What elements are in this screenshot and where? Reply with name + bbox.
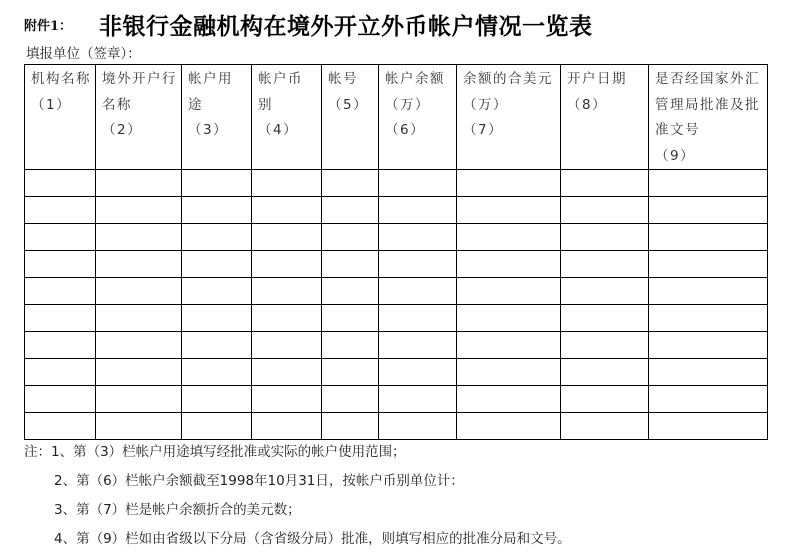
table-cell[interactable]	[252, 251, 322, 278]
table-cell[interactable]	[322, 278, 379, 305]
table-cell[interactable]	[96, 224, 182, 251]
table-cell[interactable]	[457, 305, 561, 332]
table-cell[interactable]	[252, 386, 322, 413]
table-row	[25, 413, 768, 440]
column-label: 帐号	[328, 71, 358, 87]
table-cell[interactable]	[25, 197, 96, 224]
table-row	[25, 332, 768, 359]
table-cell[interactable]	[649, 251, 768, 278]
column-label: 开户日期	[567, 71, 627, 87]
table-cell[interactable]	[561, 251, 649, 278]
table-cell[interactable]	[649, 278, 768, 305]
table-cell[interactable]	[25, 278, 96, 305]
table-cell[interactable]	[561, 197, 649, 224]
table-cell[interactable]	[182, 359, 252, 386]
column-header-open-date	[561, 65, 649, 170]
note-text: 4、第（9）栏如由省级以下分局（含省级分局）批准，则填写相应的批准分局和文号。	[54, 531, 571, 547]
table-cell[interactable]	[182, 305, 252, 332]
table-cell[interactable]	[649, 170, 768, 197]
table-cell[interactable]	[649, 305, 768, 332]
table-cell[interactable]	[322, 170, 379, 197]
column-header-currency	[252, 65, 322, 170]
table-cell[interactable]	[182, 251, 252, 278]
notes-section	[24, 439, 571, 555]
document-title: 非银行金融机构在境外开立外币帐户情况一览表	[99, 13, 593, 40]
table-cell[interactable]	[25, 305, 96, 332]
table-row	[25, 386, 768, 413]
column-header-account-number	[322, 65, 379, 170]
table-cell[interactable]	[182, 332, 252, 359]
table-cell[interactable]	[182, 413, 252, 440]
table-cell[interactable]	[457, 359, 561, 386]
table-cell[interactable]	[182, 170, 252, 197]
table-cell[interactable]	[379, 278, 457, 305]
table-cell[interactable]	[649, 413, 768, 440]
note-item	[24, 439, 571, 468]
table-cell[interactable]	[649, 224, 768, 251]
title-row	[24, 8, 593, 40]
column-label: 是否经国家外汇管理局批准及批准文号	[655, 71, 760, 138]
table-cell[interactable]	[25, 413, 96, 440]
table-cell[interactable]	[252, 278, 322, 305]
table-cell[interactable]	[457, 251, 561, 278]
table-row	[25, 197, 768, 224]
table-cell[interactable]	[379, 224, 457, 251]
table-cell[interactable]	[649, 386, 768, 413]
table-cell[interactable]	[379, 332, 457, 359]
table-cell[interactable]	[561, 386, 649, 413]
table-cell[interactable]	[322, 332, 379, 359]
column-number: （4）	[258, 122, 299, 138]
table-cell[interactable]	[25, 386, 96, 413]
column-label: 帐户余额（万）	[385, 71, 445, 113]
table-cell[interactable]	[379, 197, 457, 224]
table-cell[interactable]	[182, 197, 252, 224]
column-header-balance	[379, 65, 457, 170]
table-cell[interactable]	[457, 413, 561, 440]
column-number: （9）	[655, 147, 696, 164]
table-cell[interactable]	[182, 224, 252, 251]
table-cell[interactable]	[322, 197, 379, 224]
table-cell[interactable]	[561, 359, 649, 386]
table-cell[interactable]	[457, 224, 561, 251]
table-cell[interactable]	[561, 224, 649, 251]
table-cell[interactable]	[457, 332, 561, 359]
table-row	[25, 278, 768, 305]
column-number: （2）	[102, 122, 143, 138]
column-number: （7）	[463, 122, 504, 138]
table-cell[interactable]	[96, 305, 182, 332]
table-cell[interactable]	[96, 386, 182, 413]
table-row	[25, 359, 768, 386]
table-cell[interactable]	[182, 278, 252, 305]
table-cell[interactable]	[561, 305, 649, 332]
table-cell[interactable]	[252, 170, 322, 197]
column-label: 帐户币别	[258, 71, 303, 113]
column-label: 余额的合美元（万）	[463, 71, 553, 113]
table-cell[interactable]	[96, 278, 182, 305]
table-cell[interactable]	[561, 413, 649, 440]
column-label: 帐户用途	[188, 71, 233, 113]
table-cell[interactable]	[322, 359, 379, 386]
note-text: 3、第（7）栏是帐户余额折合的美元数；	[54, 502, 301, 518]
table-cell[interactable]	[252, 197, 322, 224]
note-item	[24, 497, 571, 526]
column-header-overseas-bank	[96, 65, 182, 170]
column-number: （6）	[385, 122, 426, 138]
note-item	[24, 526, 571, 555]
table-cell[interactable]	[25, 224, 96, 251]
table-row	[25, 305, 768, 332]
table-row	[25, 170, 768, 197]
note-text: 2、第（6）栏帐户余额截至1998年10月31日，按帐户币别单位计：	[54, 473, 464, 489]
table-cell[interactable]	[457, 197, 561, 224]
table-cell[interactable]	[379, 386, 457, 413]
column-number: （8）	[567, 96, 608, 113]
table-cell[interactable]	[561, 170, 649, 197]
table-cell[interactable]	[561, 278, 649, 305]
column-label: 机构名称	[31, 71, 91, 87]
table-cell[interactable]	[96, 251, 182, 278]
column-number: （3）	[188, 122, 229, 138]
table-cell[interactable]	[322, 224, 379, 251]
table-cell[interactable]	[379, 251, 457, 278]
table-cell[interactable]	[252, 413, 322, 440]
table-cell[interactable]	[457, 386, 561, 413]
notes-prefix: 注：	[24, 444, 51, 460]
table-cell[interactable]	[25, 332, 96, 359]
table-cell[interactable]	[96, 413, 182, 440]
table-cell[interactable]	[96, 197, 182, 224]
table-cell[interactable]	[649, 197, 768, 224]
table-cell[interactable]	[96, 359, 182, 386]
column-label: 境外开户行名称	[102, 71, 177, 113]
table-cell[interactable]	[322, 305, 379, 332]
table-cell[interactable]	[252, 359, 322, 386]
column-number: （5）	[328, 96, 369, 113]
column-header-institution	[25, 65, 96, 170]
table-row	[25, 224, 768, 251]
table-cell[interactable]	[457, 170, 561, 197]
table-cell[interactable]	[379, 359, 457, 386]
table-cell[interactable]	[182, 386, 252, 413]
account-table	[24, 64, 768, 440]
note-item	[24, 468, 571, 497]
table-cell[interactable]	[457, 278, 561, 305]
table-body	[25, 170, 768, 440]
column-header-account-purpose	[182, 65, 252, 170]
table-cell[interactable]	[96, 170, 182, 197]
note-text: 1、第（3）栏帐户用途填写经批准或实际的帐户使用范围；	[51, 444, 406, 460]
table-cell[interactable]	[379, 413, 457, 440]
table-cell[interactable]	[379, 170, 457, 197]
table-cell[interactable]	[649, 332, 768, 359]
table-cell[interactable]	[25, 170, 96, 197]
table-cell[interactable]	[561, 332, 649, 359]
column-header-usd-balance	[457, 65, 561, 170]
table-cell[interactable]	[252, 305, 322, 332]
table-cell[interactable]	[322, 386, 379, 413]
column-number: （1）	[31, 96, 72, 113]
table-cell[interactable]	[649, 359, 768, 386]
table-cell[interactable]	[252, 332, 322, 359]
attachment-label: 附件1：	[24, 18, 73, 34]
table-cell[interactable]	[96, 332, 182, 359]
table-header-row	[25, 65, 768, 170]
table-cell[interactable]	[322, 413, 379, 440]
table-cell[interactable]	[322, 251, 379, 278]
table-cell[interactable]	[252, 224, 322, 251]
column-header-approval	[649, 65, 768, 170]
fill-unit-label: 填报单位（签章）：	[26, 46, 141, 62]
table-cell[interactable]	[379, 305, 457, 332]
table-row	[25, 251, 768, 278]
table-cell[interactable]	[25, 251, 96, 278]
table-cell[interactable]	[25, 359, 96, 386]
